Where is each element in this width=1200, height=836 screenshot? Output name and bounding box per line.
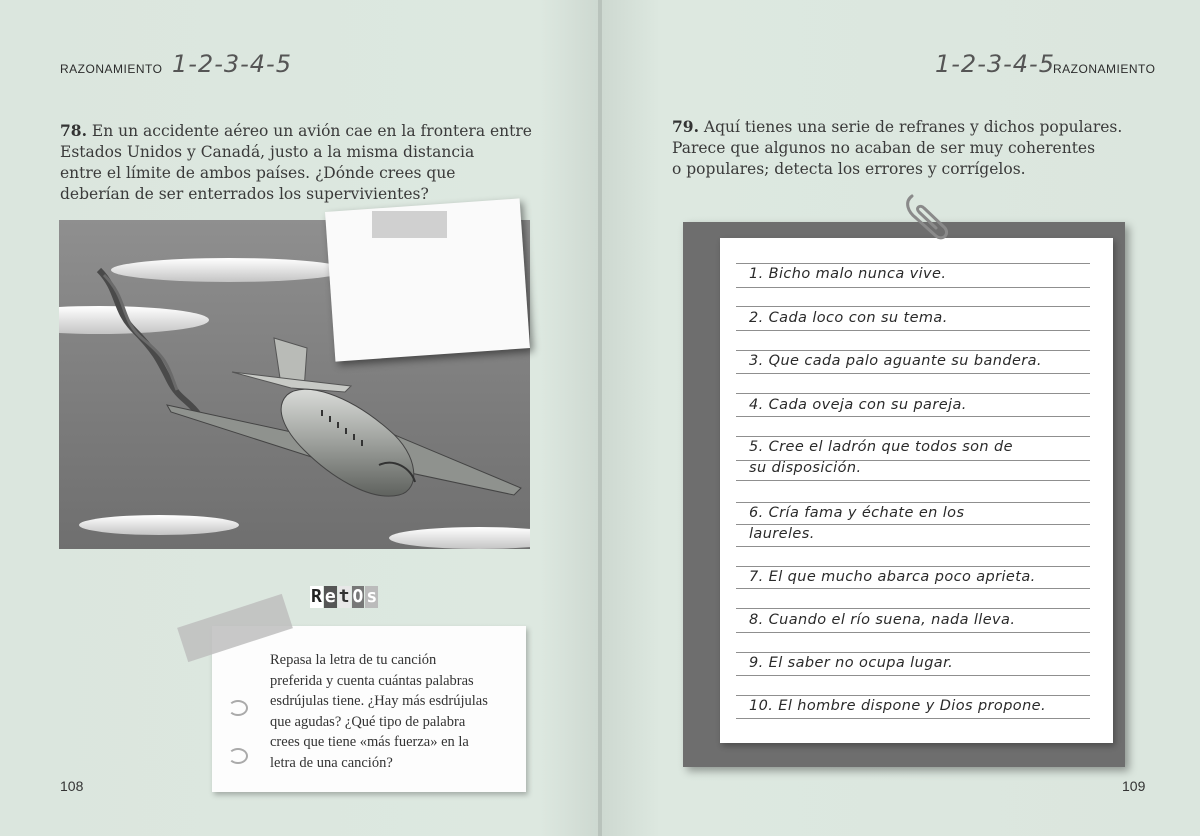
binder-ring-icon bbox=[228, 700, 248, 716]
question-line: En un accidente aéreo un avión cae en la frontera entre bbox=[91, 122, 532, 140]
refran-item: 9. El saber no ocupa lugar. bbox=[749, 655, 954, 671]
refran-item: 7. El que mucho abarca poco aprieta. bbox=[749, 569, 1036, 585]
refran-item: 10. El hombre dispone y Dios propone. bbox=[749, 698, 1046, 714]
challenge-line: que agudas? ¿Qué tipo de palabra bbox=[270, 713, 466, 730]
refran-item: 1. Bicho malo nunca vive. bbox=[749, 266, 947, 282]
refran-item: 4. Cada oveja con su pareja. bbox=[749, 397, 967, 413]
page-number-right: 109 bbox=[1122, 778, 1146, 794]
retos-title bbox=[310, 586, 378, 608]
refran-item: laureles. bbox=[749, 526, 815, 542]
refran-item: 5. Cree el ladrón que todos son de bbox=[749, 439, 1013, 455]
book-gutter bbox=[598, 0, 602, 836]
question-line: deberían de ser enterrados los supervivientes? bbox=[60, 185, 429, 203]
refran-item: 3. Que cada palo aguante su bandera. bbox=[749, 353, 1042, 369]
retos-letter: R bbox=[311, 586, 322, 607]
retos-letter: s bbox=[366, 586, 378, 607]
section-label-right: RAZONAMIENTO bbox=[1053, 62, 1156, 76]
page-number-left: 108 bbox=[60, 778, 84, 794]
cloud bbox=[79, 515, 239, 535]
question-line: entre el límite de ambos países. ¿Dónde crees que bbox=[60, 164, 456, 182]
cloud bbox=[389, 527, 530, 549]
difficulty-levels-left: 1-2-3-4-5 bbox=[172, 50, 292, 78]
challenge-line: esdrújulas tiene. ¿Hay más esdrújulas bbox=[270, 693, 488, 709]
refran-item: 6. Cría fama y échate en los bbox=[749, 505, 965, 521]
section-label-left: RAZONAMIENTO bbox=[60, 62, 163, 76]
question-line: Parece que algunos no acaban de ser muy coherentes bbox=[672, 139, 1096, 157]
challenge-line: preferida y cuenta cuántas palabras bbox=[270, 672, 474, 689]
retos-letter: e bbox=[324, 586, 336, 607]
challenge-line: letra de una canción? bbox=[270, 754, 393, 771]
question-78 bbox=[60, 120, 540, 205]
question-line: Aquí tienes una serie de refranes y dichos populares. bbox=[703, 118, 1123, 136]
paperclip-icon bbox=[902, 188, 952, 244]
question-line: o populares; detecta los errores y corrígelos. bbox=[672, 160, 1026, 178]
plane-fuselage bbox=[281, 389, 414, 496]
refran-item: su disposición. bbox=[749, 460, 862, 476]
retos-letter: t bbox=[338, 586, 350, 607]
binder-ring-icon bbox=[228, 748, 248, 764]
refran-item: 8. Cuando el río suena, nada lleva. bbox=[749, 612, 1016, 628]
challenge-text bbox=[270, 650, 520, 773]
refran-item: 2. Cada loco con su tema. bbox=[749, 310, 948, 326]
cloud bbox=[111, 258, 347, 282]
challenge-line: Repasa la letra de tu canción bbox=[270, 652, 437, 668]
question-79 bbox=[672, 116, 1142, 180]
question-number: 78. bbox=[60, 121, 87, 140]
challenge-line: crees que tiene «más fuerza» en la bbox=[270, 734, 469, 750]
question-number: 79. bbox=[672, 117, 699, 136]
retos-letter: O bbox=[352, 586, 364, 607]
tape-strip bbox=[372, 211, 447, 238]
difficulty-levels-right: 1-2-3-4-5 bbox=[935, 50, 1055, 78]
question-line: Estados Unidos y Canadá, justo a la misma distancia bbox=[60, 143, 475, 161]
